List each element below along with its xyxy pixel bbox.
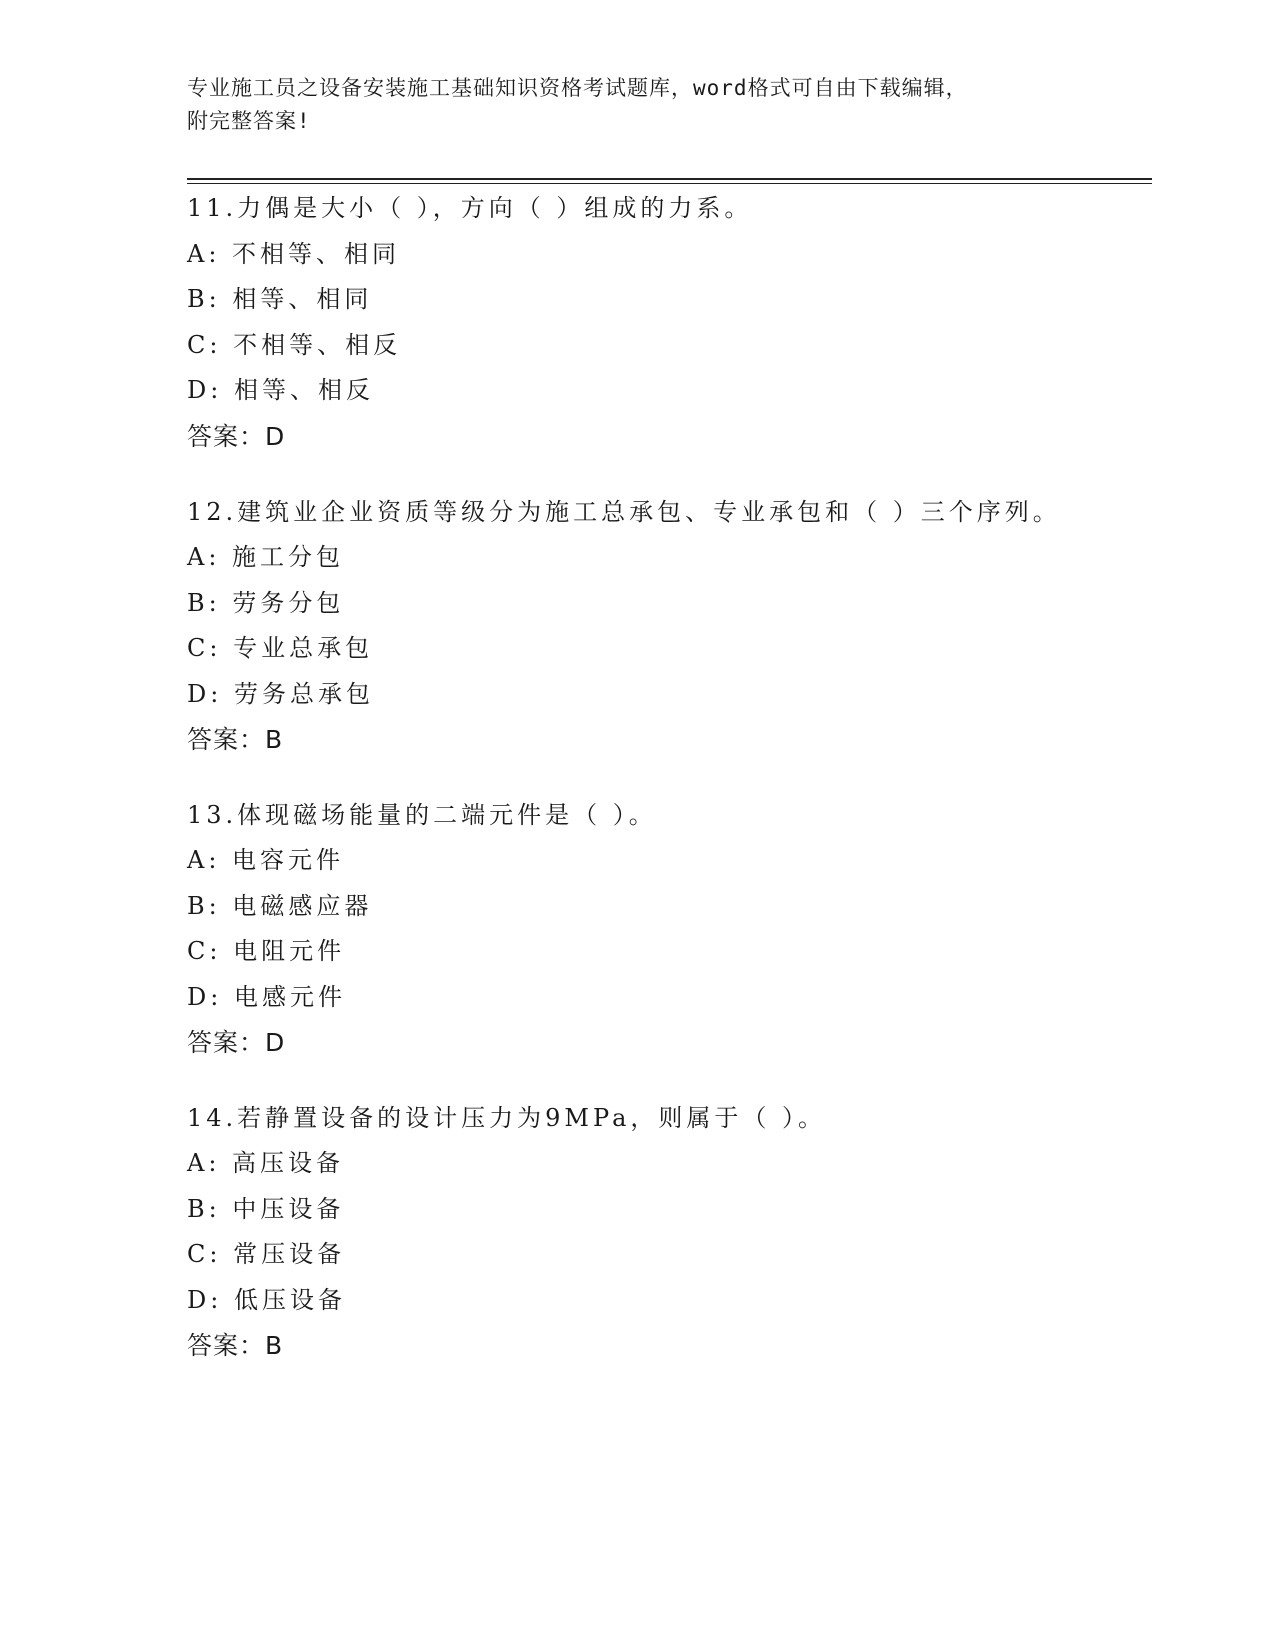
question-stem: 12.建筑业企业资质等级分为施工总承包、专业承包和（ ）三个序列。	[187, 498, 1061, 526]
answer-line: 答案：D	[187, 421, 286, 451]
option-b: B: 劳务分包	[187, 588, 345, 617]
header-divider-thin	[187, 183, 1152, 184]
option-d: D: 电感元件	[187, 982, 346, 1011]
question-stem: 14.若静置设备的设计压力为9MPa，则属于（ ）。	[187, 1103, 827, 1132]
option-c: C: 常压设备	[187, 1240, 346, 1268]
option-d: D: 相等、相反	[187, 376, 374, 404]
question-stem: 11.力偶是大小（ ），方向（ ）组成的力系。	[187, 194, 753, 222]
header-line-2: 附完整答案!	[187, 109, 311, 133]
option-b: B: 电磁感应器	[187, 891, 373, 920]
question-stem: 13.体现磁场能量的二端元件是（ ）。	[187, 800, 657, 829]
question-list	[187, 186, 1087, 1399]
answer-line: 答案：B	[187, 1331, 284, 1360]
option-d: D: 劳务总承包	[187, 679, 374, 708]
option-b: B: 中压设备	[187, 1194, 345, 1223]
option-c: C: 不相等、相反	[187, 330, 402, 359]
option-b: B: 相等、相同	[187, 285, 373, 313]
option-c: C: 专业总承包	[187, 634, 374, 662]
option-a: A: 高压设备	[187, 1149, 345, 1177]
option-d: D: 低压设备	[187, 1285, 346, 1314]
answer-line: 答案：B	[187, 725, 284, 754]
question-13	[187, 793, 1087, 1066]
option-a: A: 电容元件	[187, 846, 345, 874]
option-c: C: 电阻元件	[187, 937, 346, 965]
answer-line: 答案：D	[187, 1028, 286, 1057]
question-12	[187, 489, 1087, 763]
option-a: A: 不相等、相同	[187, 239, 401, 268]
option-a: A: 施工分包	[187, 543, 345, 571]
header-line-1: 专业施工员之设备安装施工基础知识资格考试题库，word格式可自由下载编辑，	[187, 76, 968, 100]
header-divider-thick	[187, 178, 1152, 180]
document-header	[187, 72, 1067, 138]
question-14	[187, 1096, 1087, 1369]
question-11	[187, 186, 1087, 459]
